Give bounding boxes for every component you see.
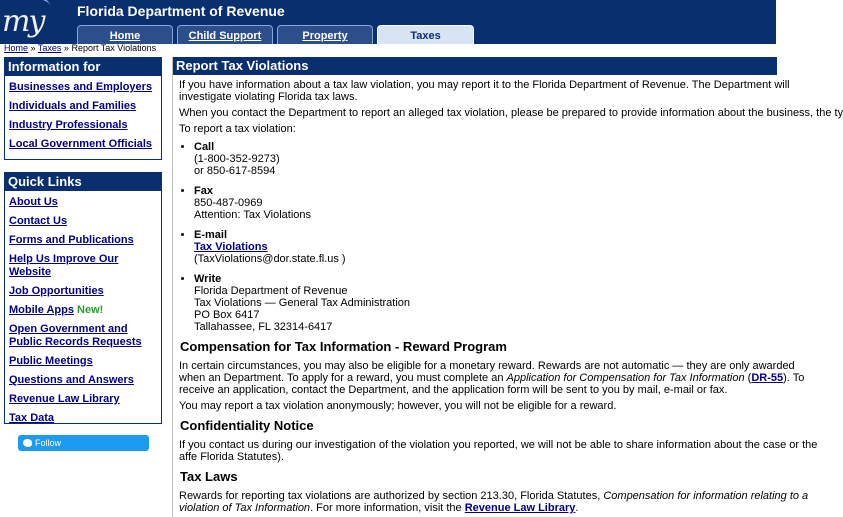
tax-laws-statute-title: Compensation for information relating to a violation of Tax Information bbox=[179, 490, 809, 514]
contact-methods-list bbox=[179, 141, 819, 333]
fax-attention: Attention: Tax Violations bbox=[194, 209, 312, 221]
fax-number: 850-487-0969 bbox=[194, 197, 263, 209]
link-tax-data[interactable]: Tax Data bbox=[9, 412, 55, 424]
information-for-heading: Information for bbox=[5, 58, 161, 76]
intro-paragraph-2: When you contact the Department to report an alleged tax violation, please be prepared to provide information about the business, the ty bbox=[179, 107, 843, 119]
tab-child-support[interactable]: Child Support bbox=[177, 25, 273, 44]
logo-text: my bbox=[2, 4, 44, 39]
email-address: (TaxViolations@dor.state.fl.us ) bbox=[194, 253, 346, 265]
write-address-1: Florida Department of Revenue bbox=[194, 285, 348, 297]
call-label: • Call bbox=[194, 141, 215, 153]
reward-text-a: In certain circumstances, you may also be eligible for a monetary reward. Rewards are not automatic — they are only awarded when an Department. To apply for a reward, you must complete an bbox=[179, 360, 795, 384]
intro-paragraph: If you have information about a tax law violation, you may report it to the Florida Department of Revenue. The Department will investigate violating Florida tax laws. bbox=[179, 79, 790, 103]
link-businesses-and-employers[interactable]: Businesses and Employers bbox=[9, 81, 153, 93]
quick-links-heading: Quick Links bbox=[5, 173, 161, 191]
breadcrumb-taxes[interactable]: Taxes bbox=[37, 43, 62, 53]
tab-taxes[interactable]: Taxes bbox=[377, 25, 474, 44]
contact-email bbox=[194, 229, 819, 265]
site-header bbox=[0, 0, 776, 44]
tax-laws-text-c: . bbox=[575, 502, 579, 514]
reward-form-title: Application for Compensation for Tax Information bbox=[506, 372, 745, 384]
email-tax-violations-link[interactable]: Tax Violations bbox=[194, 241, 268, 253]
revenue-law-library-link[interactable]: Revenue Law Library bbox=[464, 502, 576, 514]
link-job-opportunities[interactable]: Job Opportunities bbox=[9, 285, 104, 297]
new-badge: New! bbox=[77, 304, 104, 316]
email-label: • E-mail bbox=[194, 229, 228, 241]
write-address-3: PO Box 6417 bbox=[194, 309, 260, 321]
link-industry-professionals[interactable]: Industry Professionals bbox=[9, 119, 128, 131]
contact-fax bbox=[194, 185, 819, 221]
dr-55-link[interactable]: DR-55 bbox=[751, 372, 784, 384]
reward-text-c: ). To receive an application, contact the Department, and the application form will be sent to you by mail, e-mail or fax. bbox=[179, 372, 805, 396]
tab-property[interactable]: Property bbox=[277, 25, 373, 44]
breadcrumb-separator: » bbox=[30, 43, 36, 53]
link-forms-and-publications[interactable]: Forms and Publications bbox=[9, 234, 134, 246]
link-revenue-law-library[interactable]: Revenue Law Library bbox=[9, 393, 120, 405]
site-title: Florida Department of Revenue bbox=[77, 3, 285, 19]
link-about-us[interactable]: About Us bbox=[9, 196, 58, 208]
fax-label: • Fax bbox=[194, 185, 213, 197]
write-label: • Write bbox=[194, 273, 222, 285]
write-address-2: Tax Violations — General Tax Administration bbox=[194, 297, 411, 309]
confidentiality-paragraph: If you contact us during our investigation of the violation you reported, we will not be able to share information about the case or the affe Florida Statutes). bbox=[179, 439, 818, 463]
reward-text-b: ( bbox=[744, 372, 752, 384]
twitter-follow-button[interactable] bbox=[18, 435, 149, 464]
link-local-government-officials[interactable]: Local Government Officials bbox=[9, 138, 153, 150]
link-questions-and-answers[interactable]: Questions and Answers bbox=[9, 374, 134, 386]
breadcrumb-current: Report Tax Violations bbox=[71, 43, 157, 53]
tab-home[interactable]: Home bbox=[77, 25, 173, 44]
breadcrumb bbox=[4, 43, 156, 53]
link-individuals-and-families[interactable]: Individuals and Families bbox=[9, 100, 137, 112]
reward-heading: Compensation for Tax Information - Reward Program bbox=[180, 339, 507, 354]
call-phone-1: (1-800-352-9273) bbox=[194, 153, 280, 165]
tax-laws-heading: Tax Laws bbox=[180, 469, 238, 484]
tax-laws-text-b: . For more information, visit the bbox=[310, 502, 465, 514]
myflorida-logo[interactable] bbox=[0, 0, 70, 44]
intro-paragraph-3: To report a tax violation: bbox=[179, 123, 296, 135]
tax-laws-paragraph bbox=[179, 490, 819, 514]
quick-links-box bbox=[4, 172, 162, 424]
information-for-box bbox=[4, 57, 162, 160]
confidentiality-heading: Confidentiality Notice bbox=[180, 418, 314, 433]
link-public-meetings[interactable]: Public Meetings bbox=[9, 355, 93, 367]
tax-laws-text-a: Rewards for reporting tax violations are authorized by section 213.30, Florida Statutes, bbox=[179, 490, 604, 502]
breadcrumb-separator: » bbox=[63, 43, 69, 53]
breadcrumb-home[interactable]: Home bbox=[4, 43, 29, 53]
twitter-bird-icon bbox=[23, 439, 32, 447]
call-phone-2: or 850-617-8594 bbox=[194, 165, 276, 177]
contact-write bbox=[194, 273, 819, 333]
main-content-panel bbox=[172, 57, 843, 517]
page-title: Report Tax Violations bbox=[173, 57, 777, 75]
reward-paragraph bbox=[179, 360, 819, 396]
link-open-government[interactable]: Open Government and Public Records Requests bbox=[9, 323, 142, 348]
twitter-follow-label: Follow @MyFLDOR_TaxInfo bbox=[23, 438, 109, 464]
link-contact-us[interactable]: Contact Us bbox=[9, 215, 68, 227]
write-address-4: Tallahassee, FL 32314-6417 bbox=[194, 321, 333, 333]
link-help-improve-website[interactable]: Help Us Improve Our Website bbox=[9, 253, 119, 278]
anonymous-paragraph: You may report a tax violation anonymously; however, you will not be eligible for a reward. bbox=[179, 400, 617, 412]
contact-call bbox=[194, 141, 819, 177]
link-mobile-apps[interactable]: Mobile Apps bbox=[9, 304, 74, 316]
